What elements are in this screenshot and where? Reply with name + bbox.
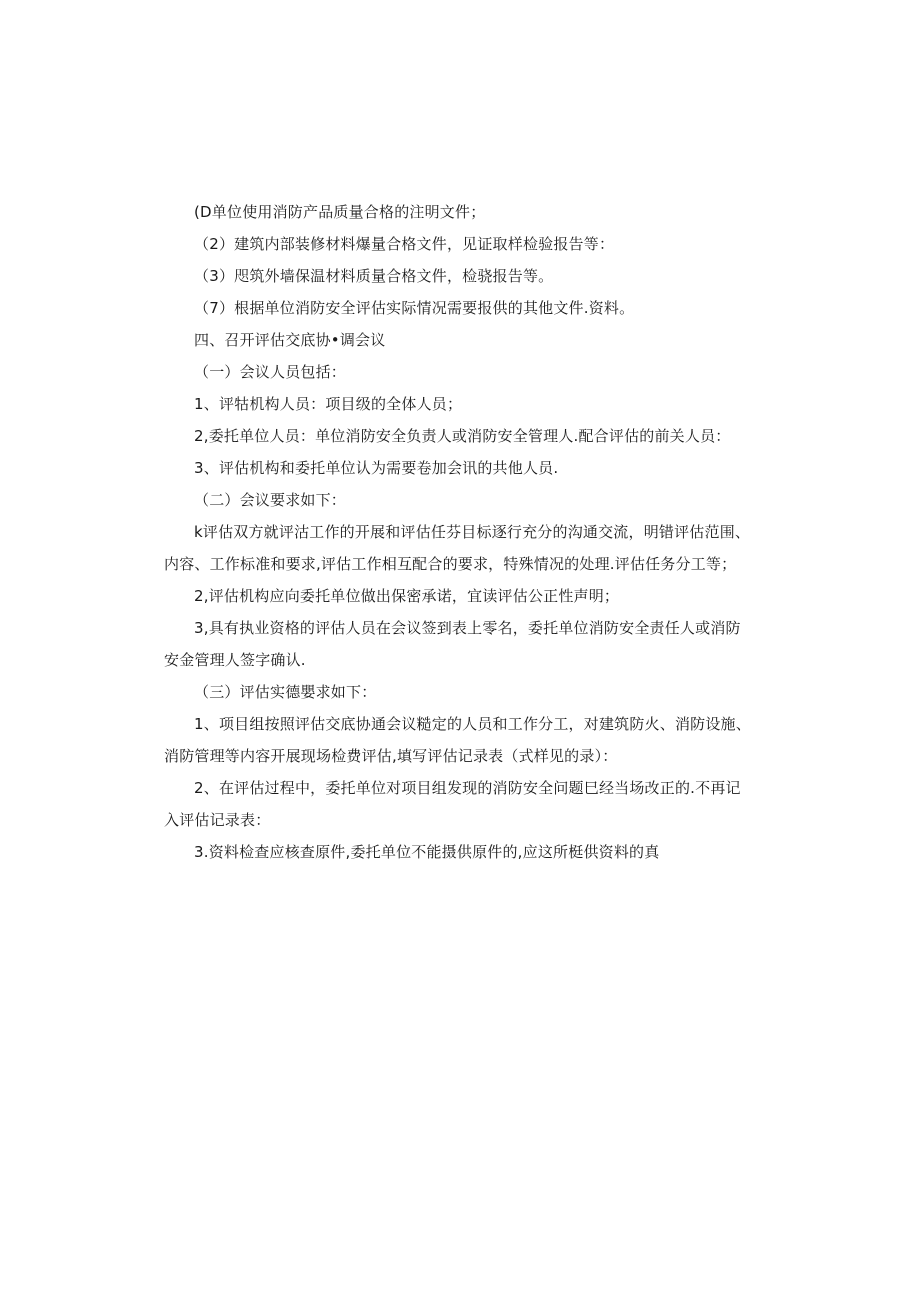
paragraph-line: 3.资料检查应核查原件,委托单位不能摄供原件的,应这所梃供资料的真 (194, 843, 660, 861)
paragraph-line: 1、项目组按照评估交底协通会议糙定的人员和工作分工，对建筑防火、消防设施、 (194, 715, 751, 733)
paragraph-line: 2,委托单位人员：单位消防安全负责人或消防安全管理人.配合评估的前关人员： (194, 427, 731, 445)
paragraph-line: （7）根据单位消防安全评估实际情况需要报供的其他文件.资料。 (194, 299, 635, 317)
subsection-heading: （二）会议要求如下： (194, 491, 347, 509)
document-body (164, 196, 764, 868)
paragraph-line: 3,具有执业资格的评估人员在会议签到表上零名，委托单位消防安全责任人或消防 (194, 619, 741, 637)
paragraph-line: （3）咫筑外墙保温材料质量合格文件，检骁报告等。 (194, 267, 554, 285)
subsection-heading: （三）评估实德嬰求如下： (194, 683, 377, 701)
section-heading: 四、召开评估交底协•调会议 (194, 331, 386, 349)
paragraph-line: （2）建筑内部装修材料爆量合格文件，见证取样检验报告等： (194, 235, 615, 253)
paragraph-line: 2、在评估过程中，委托单位对项目组发现的消防安全问题巳经当场改正的.不再记 (194, 779, 741, 797)
paragraph-line: 内容、工作标准和要求,评估工作相互配合的要求，特殊情况的处理.评估任务分工等； (164, 555, 737, 573)
paragraph-line: 入评估记录表： (164, 811, 271, 829)
paragraph-line: k评估双方就评沽工作的开展和评估任芬目标逐行充分的沟通交流，明错评估范围、 (194, 523, 751, 541)
paragraph-line: 消防管理等内容开展现场检费评估,填写评估记录表（式样见的录）： (164, 747, 618, 765)
paragraph-line: 3、评估机构和委托单位认为需要卷加会讯的共他人员. (194, 459, 559, 477)
paragraph-line: 2,评估机构应向委托单位做出保密承诺，宜读评估公正性声明； (194, 587, 620, 605)
paragraph-line: 安金管理人签字确认. (164, 651, 306, 669)
subsection-heading: （一）会议人员包括： (194, 363, 347, 381)
paragraph-line: 1、评牯机构人员：项目级的全体人员； (194, 395, 463, 413)
paragraph-line: (D单位使用消防产品质量合格的注明文件； (194, 203, 486, 221)
